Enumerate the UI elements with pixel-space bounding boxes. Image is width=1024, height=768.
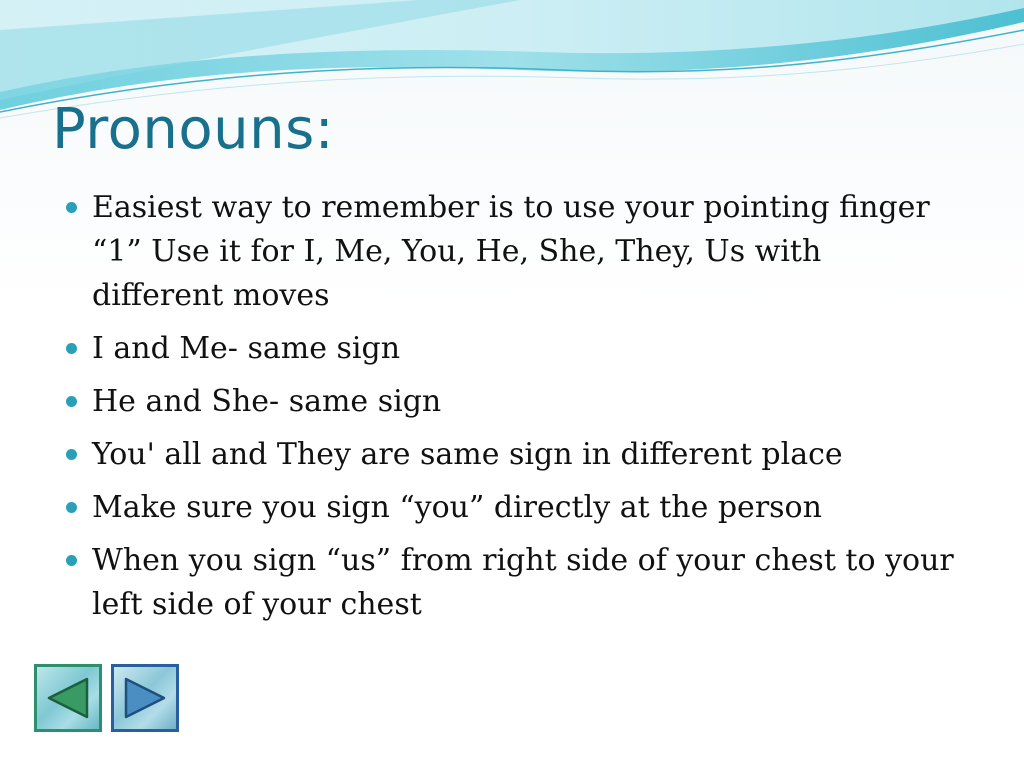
bullet-text: I and Me- same sign	[92, 331, 401, 366]
bullet-text: You' all and They are same sign in different place	[92, 437, 843, 472]
bullet-item	[62, 327, 962, 371]
slide-title: Pronouns:	[52, 97, 335, 162]
triangle-left-icon	[37, 667, 99, 729]
bullet-dot-icon	[66, 555, 77, 566]
bullet-dot-icon	[66, 343, 77, 354]
bullet-item	[62, 539, 962, 627]
next-slide-button[interactable]	[111, 664, 179, 732]
previous-slide-button[interactable]	[34, 664, 102, 732]
bullet-text: He and She- same sign	[92, 384, 442, 419]
bullet-item	[62, 380, 962, 424]
bullet-item	[62, 486, 962, 530]
triangle-right-icon	[114, 667, 176, 729]
bullet-text: Make sure you sign “you” directly at the person	[92, 490, 822, 525]
bullet-dot-icon	[66, 449, 77, 460]
bullet-text: When you sign “us” from right side of your chest to your left side of your chest	[92, 543, 954, 622]
bullet-dot-icon	[66, 202, 77, 213]
bullet-list	[62, 186, 962, 636]
bullet-dot-icon	[66, 396, 77, 407]
bullet-item	[62, 186, 962, 318]
bullet-text: Easiest way to remember is to use your pointing finger “1” Use it for I, Me, You, He, She, They, Us with different moves	[92, 190, 930, 313]
bullet-item	[62, 433, 962, 477]
bullet-dot-icon	[66, 502, 77, 513]
